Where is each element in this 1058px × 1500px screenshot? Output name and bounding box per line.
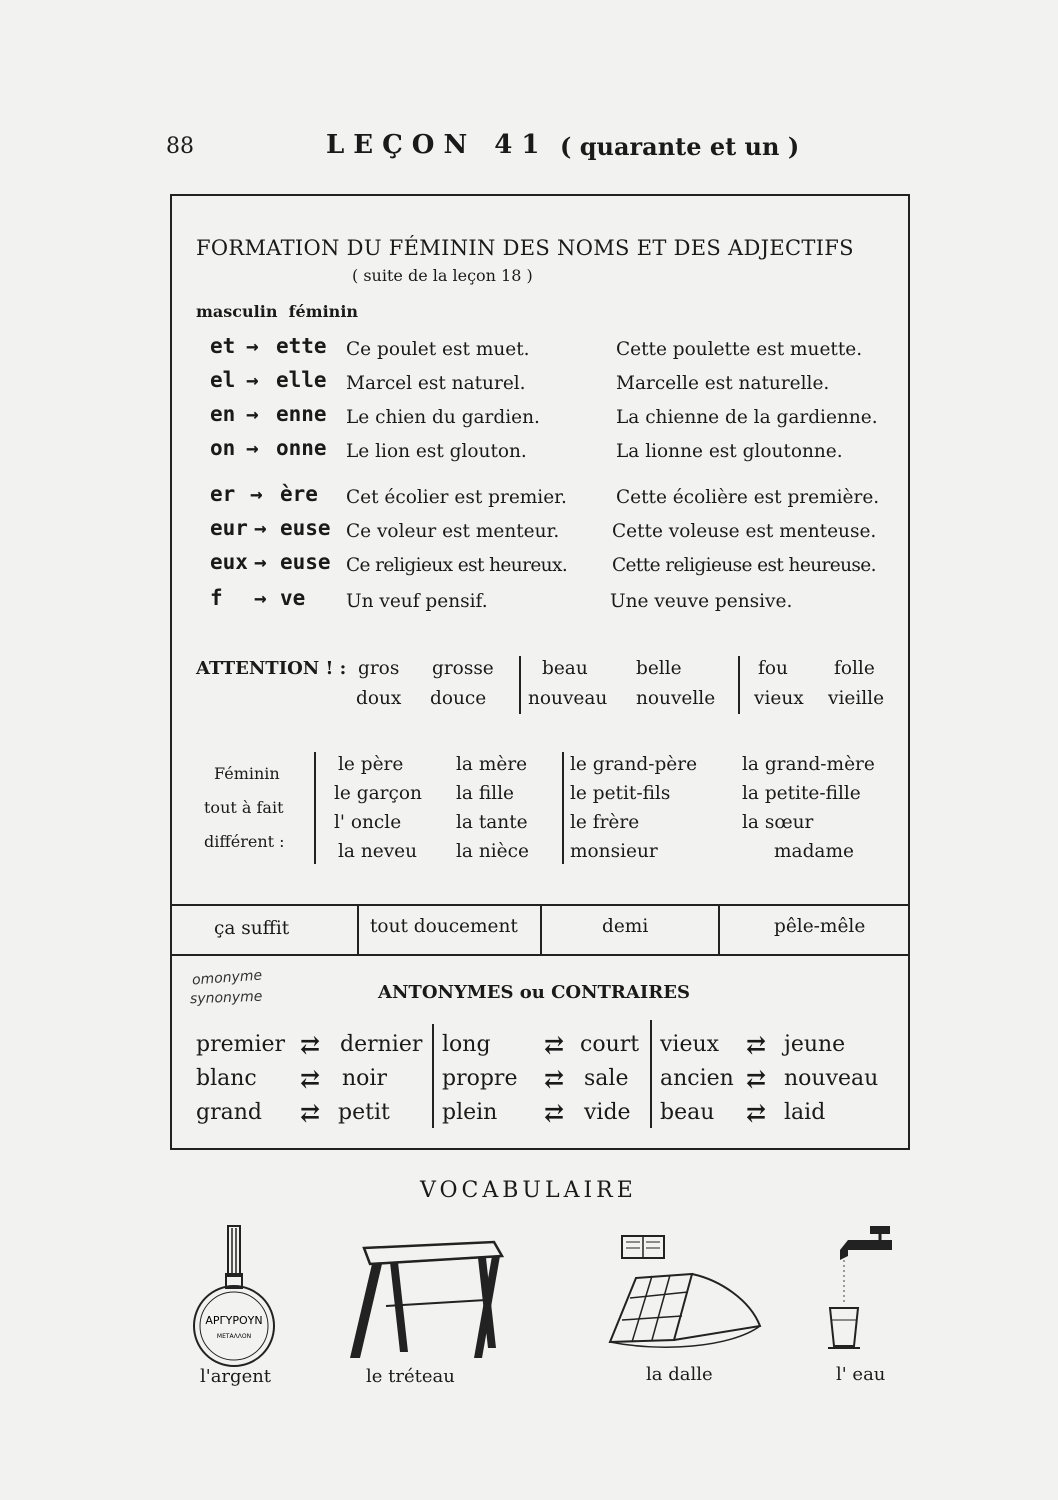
rule-arrow: →: [250, 482, 263, 506]
different-word: le garçon: [334, 783, 422, 804]
rule-fem-example: Marcelle est naturelle.: [616, 373, 830, 394]
antonym-separator: [432, 1024, 434, 1128]
antonym-word: laid: [784, 1100, 826, 1125]
rule-from: eux: [210, 550, 248, 574]
rule-to: enne: [276, 402, 327, 426]
col-masculin: masculin: [196, 302, 278, 321]
different-word: monsieur: [570, 841, 658, 862]
antonym-word: dernier: [340, 1032, 423, 1057]
different-word: l' oncle: [334, 812, 402, 833]
antonym-word: blanc: [196, 1066, 257, 1091]
antonym-word: jeune: [784, 1032, 846, 1057]
antonym-word: vieux: [660, 1032, 720, 1057]
rule-row: [210, 482, 318, 506]
attention-word: douce: [430, 688, 487, 709]
rule-fem-example: Une veuve pensive.: [610, 591, 793, 612]
exchange-arrow-icon: ⇄: [746, 1064, 767, 1093]
rule-to: ve: [280, 586, 306, 610]
attention-word: nouveau: [528, 688, 608, 709]
rule-row: [210, 516, 331, 540]
exchange-arrow-icon: ⇄: [746, 1098, 767, 1127]
divider-expressions-bottom: [170, 954, 910, 956]
attention-word: doux: [356, 688, 402, 709]
attention-word: grosse: [432, 658, 494, 679]
vocab-caption: l' eau: [836, 1364, 886, 1385]
rule-masc-example: Marcel est naturel.: [346, 373, 526, 394]
antonym-word: plein: [442, 1100, 498, 1125]
attention-word: belle: [636, 658, 682, 679]
attention-separator: [519, 656, 521, 714]
vocab-caption: la dalle: [646, 1364, 713, 1385]
attention-word: beau: [542, 658, 588, 679]
expression: ça suffit: [214, 918, 290, 939]
antonym-word: ancien: [660, 1066, 734, 1091]
rule-from: eur: [210, 516, 248, 540]
attention-word: vieux: [754, 688, 804, 709]
rule-masc-example: Cet écolier est premier.: [346, 487, 567, 508]
attention-word: folle: [834, 658, 875, 679]
col-feminin: féminin: [288, 302, 359, 321]
rule-row: [210, 550, 331, 574]
exchange-arrow-icon: ⇄: [544, 1064, 565, 1093]
rule-masc-example: Le chien du gardien.: [346, 407, 540, 428]
different-word: le grand-père: [570, 754, 698, 775]
rule-row: [210, 334, 327, 358]
different-word: la petite-fille: [742, 783, 861, 804]
different-separator: [314, 752, 316, 864]
vocab-caption: l'argent: [200, 1366, 272, 1387]
lesson-subtitle: ( quarante et un ): [560, 132, 800, 161]
rule-masc-example: Ce poulet est muet.: [346, 339, 530, 360]
page-number: 88: [166, 134, 194, 159]
rule-from: er: [210, 482, 236, 506]
expr-separator: [540, 904, 542, 954]
rule-row: [210, 368, 327, 392]
attention-label: ATTENTION ! :: [196, 658, 347, 679]
coin-text: ΜΕΤΑΛΛΟΝ: [216, 1333, 252, 1340]
rule-to: euse: [280, 516, 331, 540]
rule-arrow: →: [254, 586, 267, 610]
exchange-arrow-icon: ⇄: [746, 1030, 767, 1059]
vocabulary-title: VOCABULAIRE: [420, 1178, 637, 1203]
rule-fem-example: Cette écolière est première.: [616, 487, 880, 508]
coin-illustration: [178, 1224, 288, 1374]
exchange-arrow-icon: ⇄: [544, 1030, 565, 1059]
antonyms-title: ANTONYMES ou CONTRAIRES: [378, 982, 690, 1003]
different-label: Féminin: [214, 764, 280, 783]
formation-subtitle: ( suite de la leçon 18 ): [352, 266, 533, 285]
rule-to: ette: [276, 334, 327, 358]
rule-fem-example: La chienne de la gardienne.: [616, 407, 878, 428]
lesson-title: LEÇON 41: [326, 130, 549, 160]
antonym-word: nouveau: [784, 1066, 879, 1091]
exchange-arrow-icon: ⇄: [544, 1098, 565, 1127]
rule-masc-example: Ce voleur est menteur.: [346, 521, 560, 542]
slab-illustration: [600, 1230, 780, 1360]
antonym-word: noir: [342, 1066, 387, 1091]
rule-fem-example: Cette voleuse est menteuse.: [612, 521, 877, 542]
different-separator: [562, 752, 564, 864]
formation-title: FORMATION DU FÉMININ DES NOMS ET DES ADJECTIFS: [196, 236, 854, 260]
coin-text: ΑΡΓΥΡΟΥΝ: [205, 1314, 263, 1327]
antonym-word: propre: [442, 1066, 518, 1091]
rule-from: en: [210, 402, 236, 426]
different-word: le père: [338, 754, 404, 775]
different-word: madame: [774, 841, 854, 862]
antonym-word: petit: [338, 1100, 390, 1125]
attention-separator: [738, 656, 740, 714]
rule-arrow: →: [254, 550, 267, 574]
column-headers: [196, 302, 358, 321]
rule-masc-example: Le lion est glouton.: [346, 441, 527, 462]
rule-to: elle: [276, 368, 327, 392]
exchange-arrow-icon: ⇄: [300, 1030, 321, 1059]
expr-separator: [718, 904, 720, 954]
trestle-illustration: [346, 1226, 506, 1366]
expression: pêle-mêle: [774, 916, 866, 937]
attention-word: vieille: [828, 688, 885, 709]
different-word: le petit-fils: [570, 783, 671, 804]
exchange-arrow-icon: ⇄: [300, 1098, 321, 1127]
antonym-word: court: [580, 1032, 640, 1057]
rule-fem-example: Cette poulette est muette.: [616, 339, 863, 360]
rule-row: [210, 586, 306, 610]
rule-from: f: [210, 586, 223, 610]
rule-row: [210, 402, 327, 426]
rule-from: et: [210, 334, 236, 358]
different-word: le frère: [570, 812, 640, 833]
antonym-word: premier: [196, 1032, 286, 1057]
expression: tout doucement: [370, 916, 518, 937]
rule-arrow: →: [246, 368, 259, 392]
rule-fem-example: La lionne est gloutonne.: [616, 441, 843, 462]
rule-arrow: →: [246, 334, 259, 358]
rule-fem-example: Cette religieuse est heureuse.: [612, 555, 876, 576]
attention-word: nouvelle: [636, 688, 716, 709]
different-word: la neveu: [338, 841, 418, 862]
different-label: différent :: [204, 832, 285, 851]
rule-row: [210, 436, 327, 460]
rule-masc-example: Un veuf pensif.: [346, 591, 488, 612]
antonym-separator: [650, 1020, 652, 1128]
antonym-word: long: [442, 1032, 491, 1057]
different-word: la nièce: [456, 841, 529, 862]
rule-masc-example: Ce religieux est heureux.: [346, 555, 568, 576]
water-tap-illustration: [818, 1224, 898, 1364]
antonym-word: grand: [196, 1100, 262, 1125]
different-word: la fille: [456, 783, 514, 804]
antonym-word: vide: [584, 1100, 631, 1125]
rule-to: euse: [280, 550, 331, 574]
expr-separator: [357, 904, 359, 954]
rule-to: ère: [280, 482, 318, 506]
vocab-caption: le tréteau: [366, 1366, 455, 1387]
handwritten-note: synonyme: [189, 988, 263, 1008]
antonym-word: sale: [584, 1066, 629, 1091]
handwritten-note: omonyme: [191, 967, 263, 989]
different-word: la grand-mère: [742, 754, 875, 775]
attention-word: fou: [758, 658, 788, 679]
rule-from: el: [210, 368, 236, 392]
rule-arrow: →: [246, 436, 259, 460]
rule-arrow: →: [246, 402, 259, 426]
different-label: tout à fait: [204, 798, 284, 817]
different-word: la mère: [456, 754, 528, 775]
different-word: la tante: [456, 812, 528, 833]
different-word: la sœur: [742, 812, 814, 833]
expression: demi: [602, 916, 649, 937]
rule-from: on: [210, 436, 236, 460]
rule-arrow: →: [254, 516, 267, 540]
rule-to: onne: [276, 436, 327, 460]
antonym-word: beau: [660, 1100, 715, 1125]
attention-word: gros: [358, 658, 400, 679]
exchange-arrow-icon: ⇄: [300, 1064, 321, 1093]
